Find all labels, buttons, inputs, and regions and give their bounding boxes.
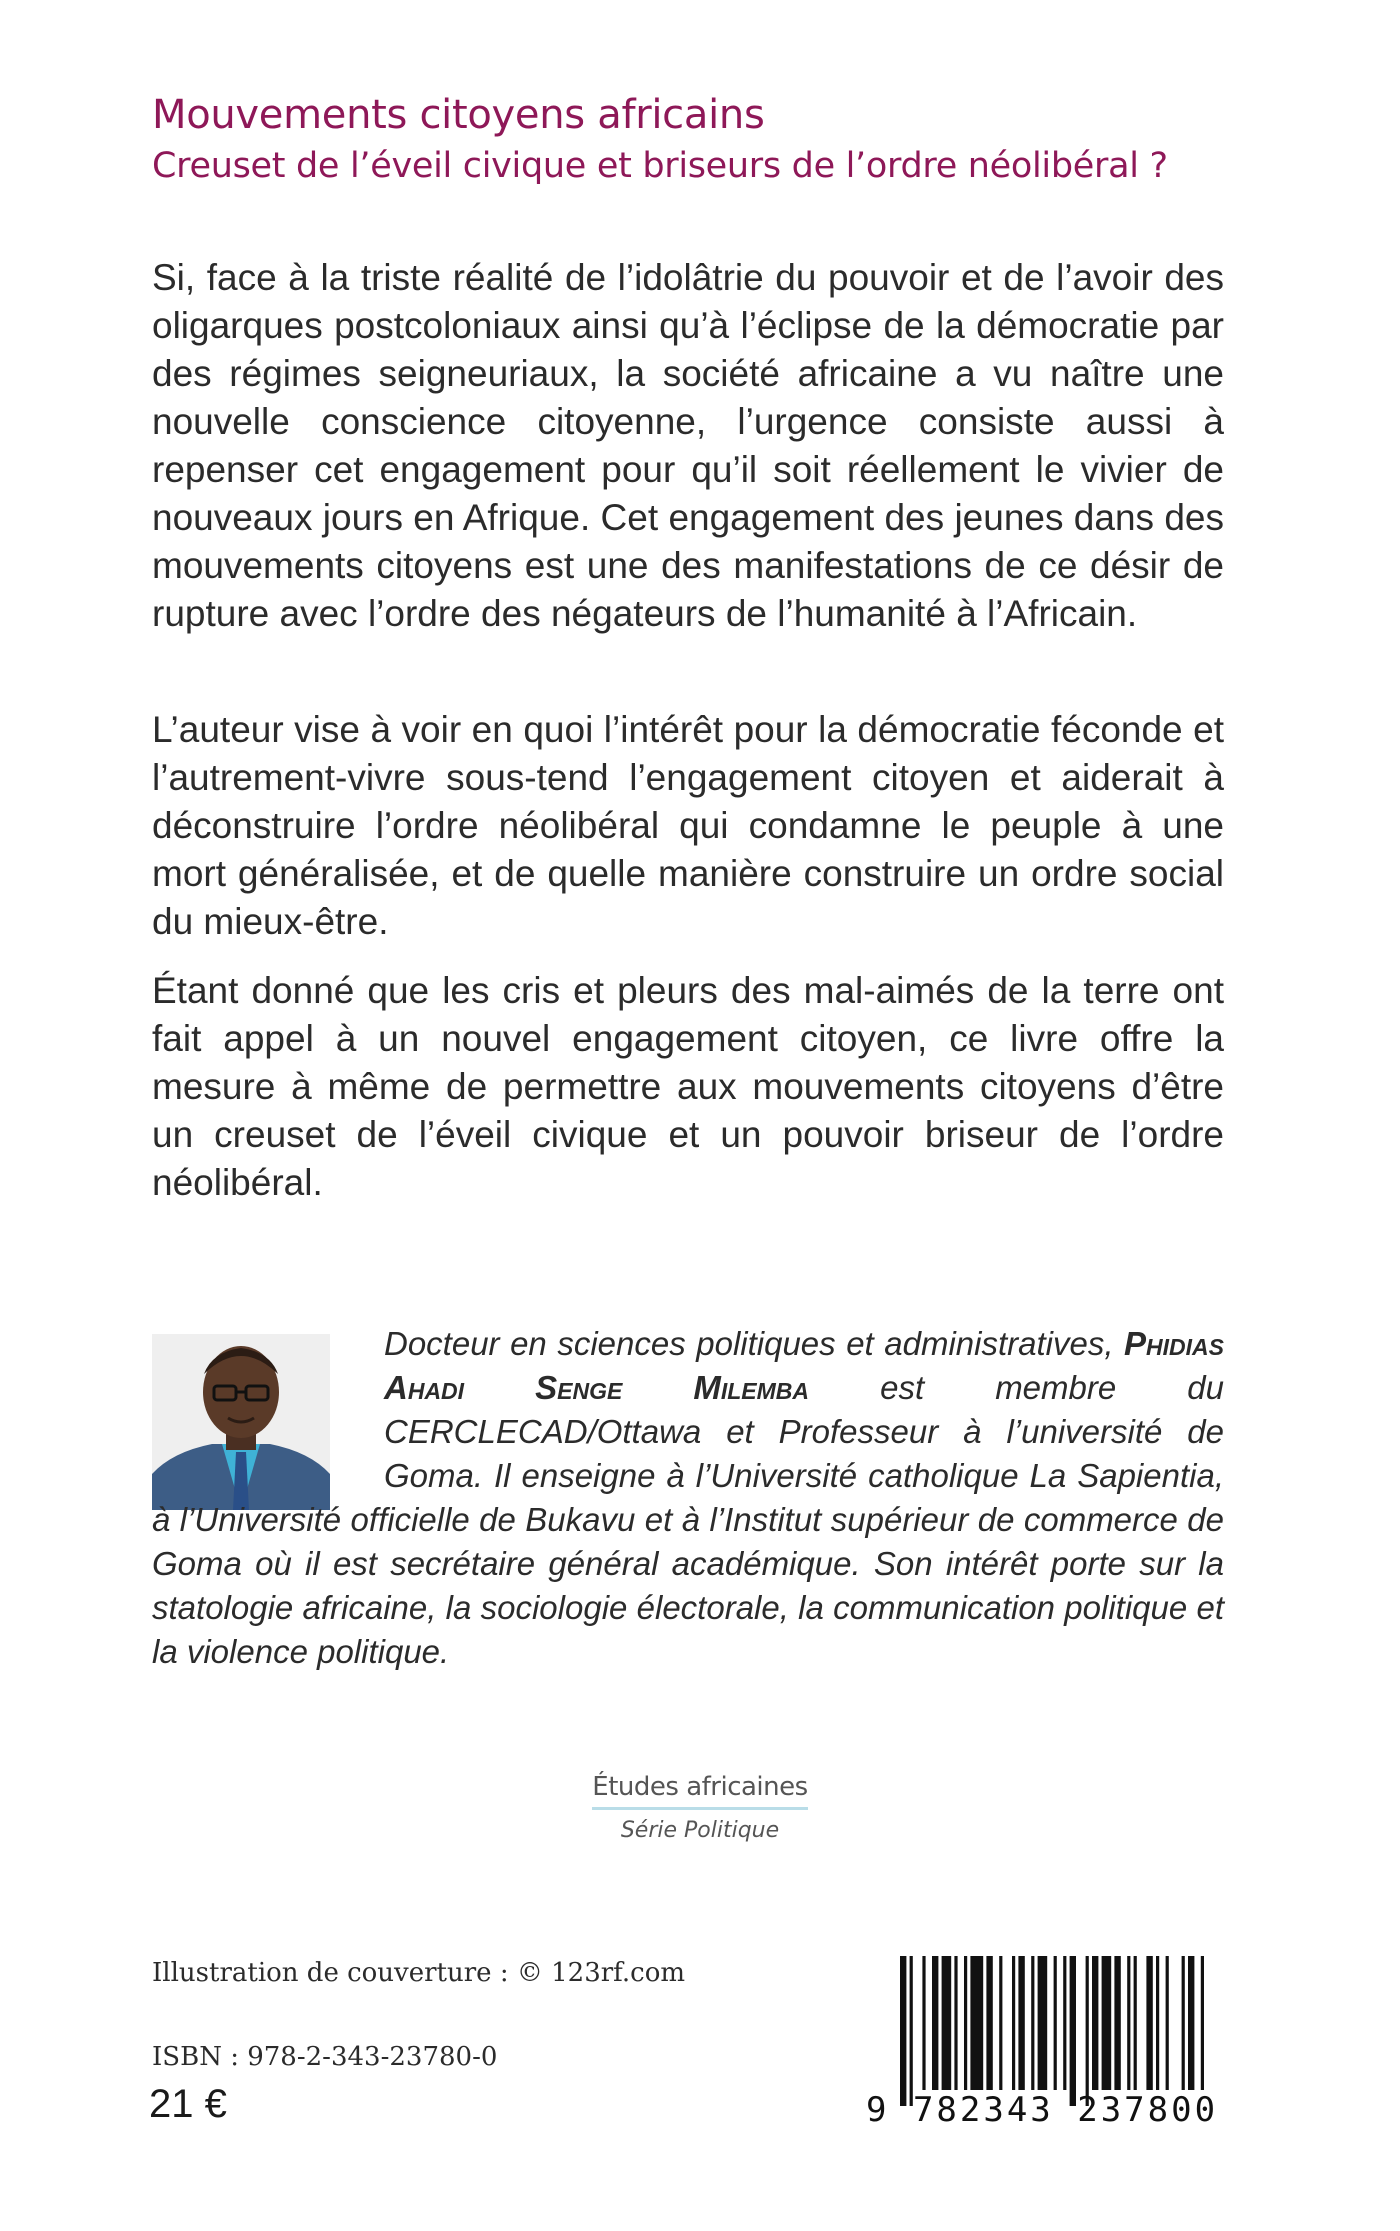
- barcode-bar: [1054, 1956, 1057, 2090]
- barcode-bar: [900, 1956, 906, 2106]
- barcode-bar: [954, 1956, 957, 2090]
- bio-intro: Docteur en sciences politiques et administratives,: [384, 1325, 1125, 1362]
- barcode-bar: [1092, 1956, 1098, 2090]
- book-title: Mouvements citoyens africains: [152, 92, 765, 138]
- bio-rest: est membre du CERCLECAD/Ottawa et Professeur à l’université de Goma. Il enseigne à l’Université catholique La Sapientia, à l’Université officielle de Bukavu et à l’Institut supérieur de commerce de Goma où il est secrétaire général académique. Son intérêt porte sur la statologie africaine, la sociologie électorale, la communication politique et la violence politique.: [152, 1369, 1224, 1670]
- barcode-bar: [1134, 1956, 1137, 2090]
- barcode-bar: [1166, 1956, 1169, 2090]
- barcode-bar: [1156, 1956, 1159, 2090]
- barcode-bar: [1031, 1956, 1034, 2090]
- series-name: Études africaines: [592, 1772, 807, 1810]
- barcode-bar: [1086, 1956, 1089, 2106]
- author-name: Phidias Ahadi Senge Milemba: [384, 1325, 1224, 1406]
- author-biography: [152, 1322, 1224, 1674]
- series-subseries: Série Politique: [620, 1818, 780, 1843]
- barcode-digits: 9 782343 237800: [866, 2090, 1219, 2130]
- barcode-bar: [910, 1956, 913, 2106]
- barcode-bar: [1127, 1956, 1130, 2090]
- barcode-bar: [1018, 1956, 1024, 2090]
- barcode-bar: [942, 1956, 952, 2090]
- barcode-bar: [1182, 1956, 1185, 2090]
- barcode-bar: [986, 1956, 992, 2090]
- barcode-bar: [1063, 1956, 1066, 2090]
- barcode-bar: [999, 1956, 1002, 2090]
- barcode-bar: [1114, 1956, 1120, 2090]
- barcode-bar: [1146, 1956, 1152, 2090]
- barcode-bar: [1038, 1956, 1048, 2090]
- barcode-bar: [1070, 1956, 1076, 2106]
- barcode-bar: [1102, 1956, 1112, 2090]
- blurb-paragraph-1: Si, face à la triste réalité de l’idolâtrie du pouvoir et de l’avoir des oligarques postcoloniaux ainsi qu’à l’éclipse de la démocratie par des régimes seigneuriaux, la société africaine a vu naître une nouvelle conscience citoyenne, l’urgence consiste aussi à repenser cet engagement pour qu’il soit réellement le vivier de nouveaux jours en Afrique. Cet engagement des jeunes dans des mouvements citoyens est une des manifestations de ce désir de rupture avec l’ordre des négateurs de l’humanité à l’Africain.: [152, 257, 1224, 634]
- barcode-bar: [964, 1956, 967, 2090]
- illustration-credit: Illustration de couverture : © 123rf.com: [152, 1958, 685, 1988]
- blurb-paragraph-3: Étant donné que les cris et pleurs des mal-aimés de la terre ont fait appel à un nouvel engagement citoyen, ce livre offre la mesure à même de permettre aux mouvements citoyens d’être un creuset de l’éveil civique et un pouvoir briseur de l’ordre néolibéral.: [152, 970, 1224, 1203]
- barcode-bar: [922, 1956, 925, 2090]
- blurb-paragraph-2: L’auteur vise à voir en quoi l’intérêt pour la démocratie féconde et l’autrement-vivre sous-tend l’engagement citoyen et aiderait à déconstruire l’ordre néolibéral qui condamne le peuple à une mort généralisée, et de quelle manière construire un ordre social du mieux-être.: [152, 709, 1224, 942]
- barcode-bar: [1012, 1956, 1015, 2090]
- book-subtitle: Creuset de l’éveil civique et briseurs de l’ordre néolibéral ?: [152, 146, 1168, 186]
- isbn-number: ISBN : 978-2-343-23780-0: [152, 2042, 498, 2072]
- barcode-bar: [932, 1956, 938, 2090]
- barcode-bar: [1188, 1956, 1194, 2090]
- series-logo: [500, 1772, 900, 1843]
- price: 21 €: [149, 2082, 227, 2126]
- barcode-bar: [970, 1956, 983, 2090]
- barcode-bar: [1201, 1956, 1204, 2090]
